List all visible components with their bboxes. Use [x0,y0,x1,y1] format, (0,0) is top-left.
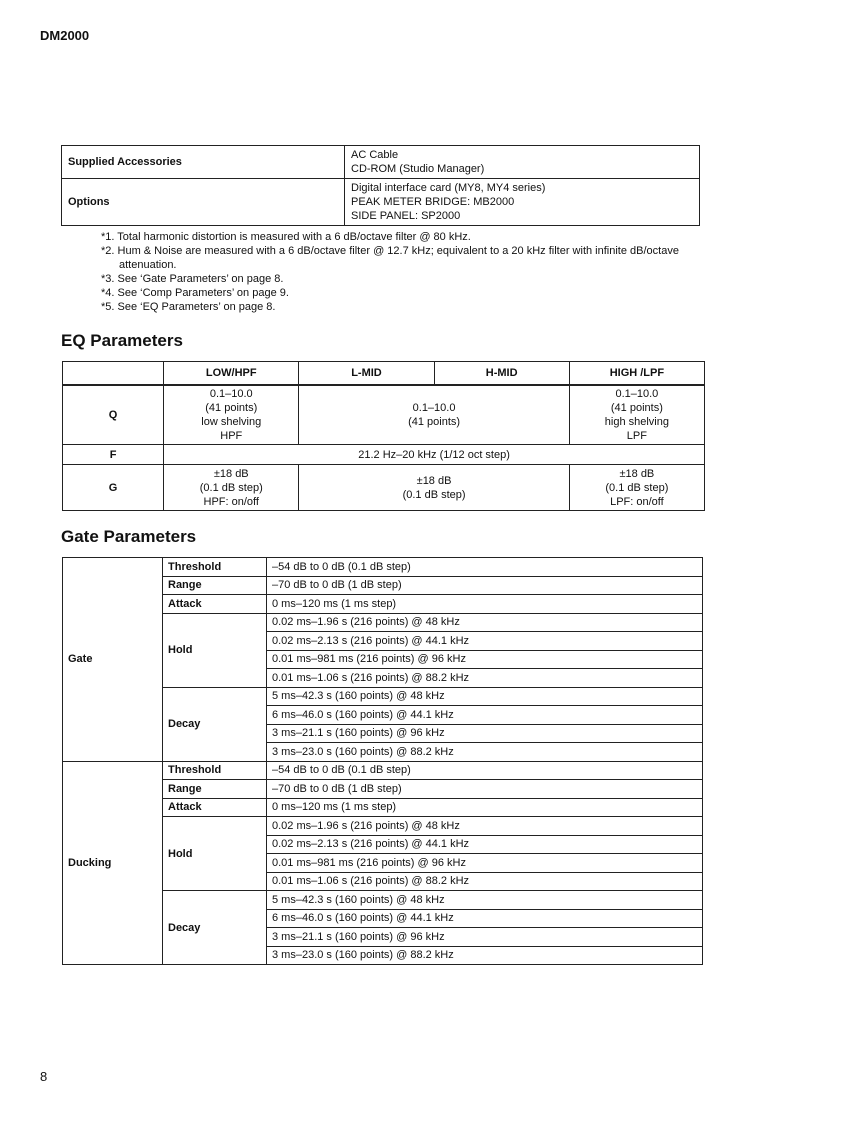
parameter-value: 0.02 ms–1.96 s (216 points) @ 48 kHz [267,817,703,836]
cell [164,385,299,445]
value-line: Digital interface card (MY8, MY4 series) [351,182,546,194]
cell-line: (0.1 dB step) [199,481,263,494]
footnotes [101,230,701,314]
page-number: 8 [40,1069,48,1084]
footnote: *2. Hum & Noise are measured with a 6 dB/octave filter @ 12.7 kHz; equivalent to a 20 kHz filter with infinite dB/octave attenuation. [101,245,679,271]
eq-parameters-table [62,361,705,511]
cell-line: high shelving [604,416,669,428]
cell [569,385,704,445]
section-label: Gate [63,558,163,762]
parameter-value: 0.01 ms–981 ms (216 points) @ 96 kHz [267,854,703,873]
value-line: AC Cable [351,149,399,161]
cell-line: 0.1–10.0 [209,388,253,400]
accessories-table [61,145,700,226]
parameter-value: 3 ms–23.0 s (160 points) @ 88.2 kHz [267,743,703,762]
cell-line: (0.1 dB step) [605,481,669,494]
parameter-value: 0.01 ms–981 ms (216 points) @ 96 kHz [267,650,703,669]
cell-line: (0.1 dB step) [402,488,466,501]
cell [164,465,299,511]
parameter-value: 5 ms–42.3 s (160 points) @ 48 kHz [267,891,703,910]
parameter-label: Hold [163,817,267,891]
table-row [63,761,703,780]
cell [569,465,704,511]
header-cell-empty [63,362,164,386]
cell: 21.2 Hz–20 kHz (1/12 oct step) [164,445,705,465]
parameter-label: Hold [163,613,267,687]
table-row [63,385,705,445]
cell-line: low shelving [201,416,262,428]
parameter-value: –70 dB to 0 dB (1 dB step) [267,780,703,799]
parameter-label: Threshold [163,558,267,577]
header-cell: H-MID [434,362,569,386]
parameter-label: Decay [163,687,267,761]
parameter-label: Attack [163,595,267,614]
table-row [62,179,700,226]
parameter-value: 6 ms–46.0 s (160 points) @ 44.1 kHz [267,909,703,928]
parameter-value: 5 ms–42.3 s (160 points) @ 48 kHz [267,687,703,706]
footnote: *4. See ‘Comp Parameters’ on page 9. [101,287,289,299]
cell [299,465,569,511]
table-row [63,558,703,577]
section-label: Ducking [63,761,163,965]
row-value [345,179,700,226]
value-line: PEAK METER BRIDGE: MB2000 [351,196,515,208]
parameter-value: 0.02 ms–1.96 s (216 points) @ 48 kHz [267,613,703,632]
gate-parameters-table [62,557,703,965]
parameter-value: –54 dB to 0 dB (0.1 dB step) [267,558,703,577]
parameter-label: Attack [163,798,267,817]
cell-line: ±18 dB [416,474,452,487]
parameter-value: 3 ms–21.1 s (160 points) @ 96 kHz [267,724,703,743]
parameter-value: 3 ms–21.1 s (160 points) @ 96 kHz [267,928,703,947]
cell-line: ±18 dB [213,467,249,480]
row-label: F [63,445,164,465]
gate-table-body [63,558,703,965]
value-line: CD-ROM (Studio Manager) [351,163,485,175]
eq-section-title: EQ Parameters [61,331,183,350]
table-row [62,146,700,179]
footnote: *3. See ‘Gate Parameters’ on page 8. [101,273,284,285]
row-label: Options [62,179,345,226]
cell-line: (41 points) [408,416,461,428]
parameter-label: Range [163,780,267,799]
header-cell: HIGH /LPF [569,362,704,386]
parameter-label: Decay [163,891,267,965]
cell-line: (41 points) [205,402,258,414]
table-row [63,465,705,511]
parameter-value: 0 ms–120 ms (1 ms step) [267,798,703,817]
footnote: *5. See ‘EQ Parameters’ on page 8. [101,301,276,313]
header-cell: LOW/HPF [164,362,299,386]
gate-section-title: Gate Parameters [61,527,197,546]
parameter-value: 0.02 ms–2.13 s (216 points) @ 44.1 kHz [267,835,703,854]
cell-line: 0.1–10.0 [412,402,456,414]
row-label: Q [63,385,164,445]
parameter-value: –70 dB to 0 dB (1 dB step) [267,576,703,595]
cell-line: HPF [220,430,243,442]
parameter-value: 0.01 ms–1.06 s (216 points) @ 88.2 kHz [267,669,703,688]
row-label: Supplied Accessories [62,146,345,179]
row-value [345,146,700,179]
parameter-value: 0.01 ms–1.06 s (216 points) @ 88.2 kHz [267,872,703,891]
table-header-row [63,362,705,386]
parameter-label: Threshold [163,761,267,780]
table-row [63,445,705,465]
cell-line: 0.1–10.0 [615,388,659,400]
parameter-label: Range [163,576,267,595]
cell [299,385,569,445]
parameter-value: 3 ms–23.0 s (160 points) @ 88.2 kHz [267,946,703,965]
footnote: *1. Total harmonic distortion is measured with a 6 dB/octave filter @ 80 kHz. [101,231,471,243]
cell-line: LPF: on/off [610,495,664,508]
parameter-value: 0 ms–120 ms (1 ms step) [267,595,703,614]
cell-line: LPF [626,430,647,442]
cell-line: HPF: on/off [203,495,259,508]
parameter-value: 6 ms–46.0 s (160 points) @ 44.1 kHz [267,706,703,725]
value-line: SIDE PANEL: SP2000 [351,210,461,222]
parameter-value: –54 dB to 0 dB (0.1 dB step) [267,761,703,780]
cell-line: (41 points) [610,402,663,414]
header-cell: L-MID [299,362,434,386]
page-header-model: DM2000 [40,28,90,43]
cell-line: ±18 dB [619,467,655,480]
row-label: G [63,465,164,511]
parameter-value: 0.02 ms–2.13 s (216 points) @ 44.1 kHz [267,632,703,651]
